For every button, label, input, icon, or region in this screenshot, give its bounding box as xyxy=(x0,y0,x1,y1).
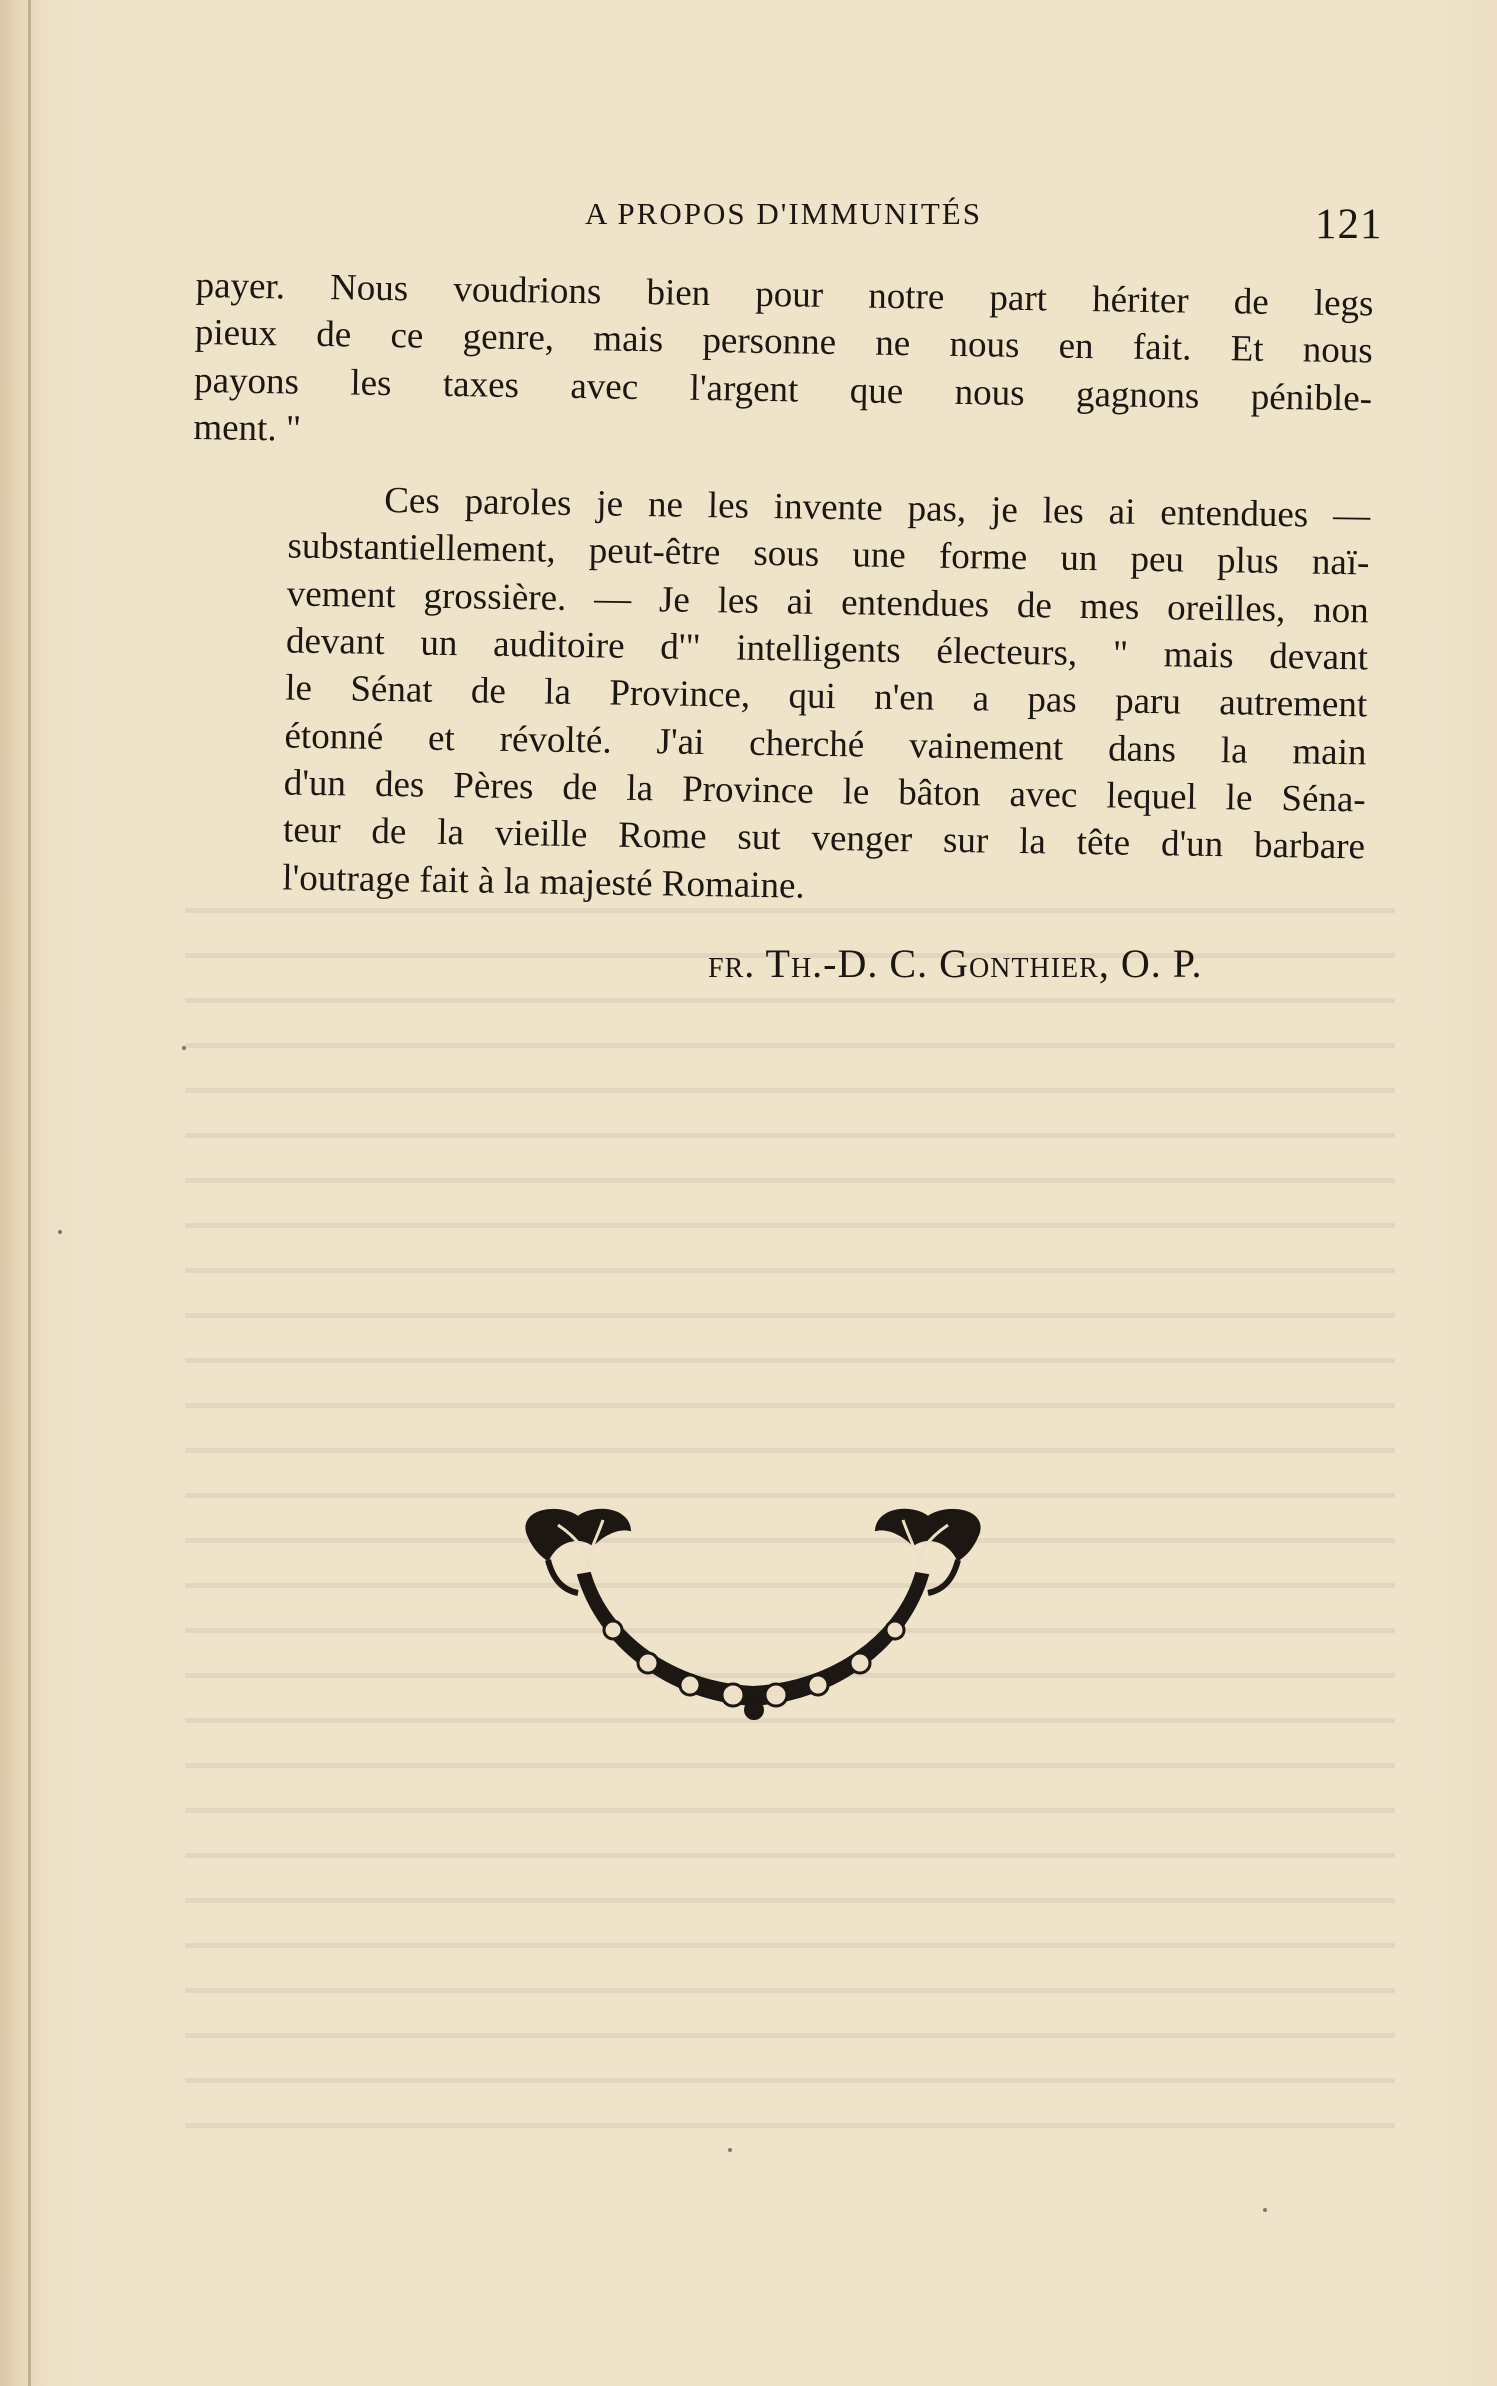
paragraph-1 xyxy=(193,262,1374,470)
text-line: l'outrage fait à la majesté Romaine. xyxy=(282,856,806,907)
page-number: 121 xyxy=(1315,201,1383,248)
text-line: payons les taxes avec l'argent que nous gagnons pénible- xyxy=(193,359,1373,420)
paper-speck xyxy=(58,1230,62,1234)
text-line: substantiellement, peut-être sous une forme un peu plus naï- xyxy=(287,525,1370,584)
paper-speck xyxy=(1263,2208,1267,2212)
text-line: le Sénat de la Province, qui n'en a pas paru autrement xyxy=(284,667,1368,726)
text-line: d'un des Pères de la Province le bâton avec lequel le Séna- xyxy=(283,762,1367,821)
page-gutter-edge xyxy=(28,0,31,2386)
text-line: devant un auditoire d'" intelligents électeurs, " mais devant xyxy=(285,620,1369,679)
text-line: pieux de ce genre, mais personne ne nous en fait. Et nous xyxy=(194,312,1374,372)
author-signature: fr. Th.-D. C. Gonthier, O. P. xyxy=(708,941,1203,986)
paper-speck xyxy=(182,1046,186,1050)
text-line: ment. " xyxy=(193,406,302,450)
running-title: A PROPOS D'IMMUNITÉS xyxy=(585,196,982,231)
body-text xyxy=(186,262,1374,941)
text-line: teur de la vieille Rome sut venger sur la tête d'un barbare xyxy=(282,809,1366,868)
text-line: étonné et révolté. J'ai cherché vainement dans la main xyxy=(284,715,1367,774)
text-line: Ces paroles je ne les invente pas, je les ai entendues — xyxy=(383,480,1371,537)
floral-garland-ornament-icon xyxy=(518,1505,988,1725)
paragraph-2 xyxy=(186,474,1371,918)
text-line: payer. Nous voudrions bien pour notre part hériter de legs xyxy=(195,264,1374,325)
paper-speck xyxy=(728,2148,732,2152)
text-line: vement grossière. — Je les ai entendues de mes oreilles, non xyxy=(286,573,1369,632)
